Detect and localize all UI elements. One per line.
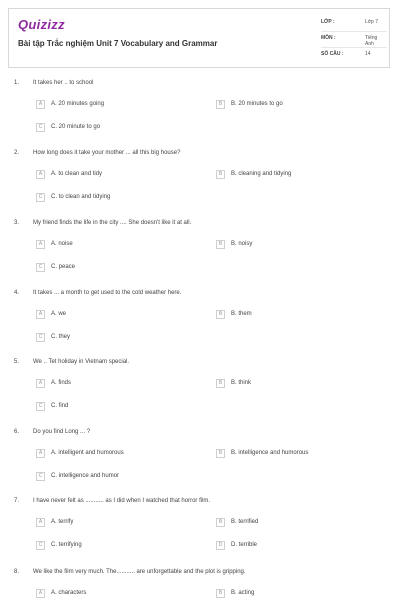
meta-value: 14 xyxy=(365,51,371,57)
option-letter-box: A xyxy=(36,518,45,527)
option-text: A. characters xyxy=(51,590,87,596)
answer-option-d[interactable] xyxy=(216,539,257,551)
answer-option-b[interactable] xyxy=(216,447,308,459)
meta-label: MÔN : xyxy=(321,35,336,41)
option-text: C. intelligence and humor xyxy=(51,473,120,479)
question-number: 2. xyxy=(14,150,20,156)
option-letter-box: B xyxy=(216,170,225,179)
option-letter-box: C xyxy=(36,193,45,202)
option-letter-box: B xyxy=(216,310,225,319)
answer-option-b[interactable] xyxy=(216,516,258,528)
option-text: B. intelligence and humorous xyxy=(231,450,309,456)
answer-option-a[interactable] xyxy=(36,587,86,599)
option-letter-box: B xyxy=(216,379,225,388)
option-text: C. 20 minute to go xyxy=(51,124,101,130)
meta-label: SỐ CÂU : xyxy=(321,51,344,57)
option-text: C. peace xyxy=(51,264,76,270)
answer-option-c[interactable] xyxy=(36,261,75,273)
option-letter-box: C xyxy=(36,263,45,272)
answer-option-c[interactable] xyxy=(36,191,110,203)
answer-option-a[interactable] xyxy=(36,238,73,250)
question-number: 7. xyxy=(14,498,20,504)
question-text: Do you find Long ... ? xyxy=(33,429,91,435)
answer-option-b[interactable] xyxy=(216,98,283,110)
option-letter-box: A xyxy=(36,379,45,388)
option-letter-box: B xyxy=(216,589,225,598)
option-letter-box: A xyxy=(36,449,45,458)
meta-row-subject xyxy=(321,32,387,48)
answer-option-a[interactable] xyxy=(36,168,102,180)
answer-option-c[interactable] xyxy=(36,331,70,343)
answer-option-a[interactable] xyxy=(36,308,66,320)
quizizz-logo: Quizizz xyxy=(18,17,65,32)
option-text: B. 20 minutes to go xyxy=(231,101,283,107)
option-letter-box: B xyxy=(216,100,225,109)
worksheet-header xyxy=(8,8,390,68)
meta-value: Lớp 7 xyxy=(365,19,379,25)
meta-row-grade xyxy=(321,16,387,32)
option-letter-box: B xyxy=(216,240,225,249)
option-text: C. find xyxy=(51,403,69,409)
option-text: C. to clean and tidying xyxy=(51,194,111,200)
answer-option-c[interactable] xyxy=(36,400,68,412)
option-letter-box: A xyxy=(36,589,45,598)
option-letter-box: C xyxy=(36,333,45,342)
answer-option-b[interactable] xyxy=(216,587,254,599)
answer-option-a[interactable] xyxy=(36,447,124,459)
meta-label: LỚP : xyxy=(321,19,335,25)
option-text: A. noise xyxy=(51,241,73,247)
answer-option-a[interactable] xyxy=(36,516,73,528)
question-text: It takes ... a month to get used to the cold weather here. xyxy=(33,290,182,296)
meta-value: Tiếng Anh xyxy=(365,35,378,47)
question-text: We like the film very much. The........... are unforgettable and the plot is gripping. xyxy=(33,569,246,575)
option-letter-box: C xyxy=(36,402,45,411)
option-letter-box: C xyxy=(36,123,45,132)
option-text: B. noisy xyxy=(231,241,253,247)
option-letter-box: B xyxy=(216,449,225,458)
question-number: 6. xyxy=(14,429,20,435)
question-number: 5. xyxy=(14,359,20,365)
answer-option-a[interactable] xyxy=(36,98,104,110)
answer-option-c[interactable] xyxy=(36,539,82,551)
answer-option-b[interactable] xyxy=(216,377,251,389)
option-text: B. cleaning and tidying xyxy=(231,171,292,177)
option-letter-box: A xyxy=(36,100,45,109)
answer-option-b[interactable] xyxy=(216,308,252,320)
option-letter-box: C xyxy=(36,472,45,481)
option-letter-box: A xyxy=(36,170,45,179)
option-letter-box: D xyxy=(216,541,225,550)
question-text: My friend finds the life in the city .... She doesn't like it at all. xyxy=(33,220,192,226)
option-letter-box: C xyxy=(36,541,45,550)
option-letter-box: B xyxy=(216,518,225,527)
option-text: A. terrify xyxy=(51,519,74,525)
question-text: It takes her .. to school xyxy=(33,80,94,86)
answer-option-b[interactable] xyxy=(216,168,291,180)
question-text: I have never felt as ........... as I did when I watched that horror film. xyxy=(33,498,211,504)
question-text: How long does it take your mother ... all this big house? xyxy=(33,150,181,156)
option-text: A. to clean and tidy xyxy=(51,171,103,177)
option-text: B. terrified xyxy=(231,519,259,525)
meta-row-question-count xyxy=(321,48,387,63)
answer-option-a[interactable] xyxy=(36,377,71,389)
answer-option-c[interactable] xyxy=(36,470,119,482)
question-number: 3. xyxy=(14,220,20,226)
question-number: 4. xyxy=(14,290,20,296)
option-letter-box: A xyxy=(36,240,45,249)
option-text: A. 20 minutes going xyxy=(51,101,105,107)
option-text: B. them xyxy=(231,311,252,317)
option-text: D. terrible xyxy=(231,542,258,548)
answer-option-b[interactable] xyxy=(216,238,252,250)
worksheet-meta xyxy=(321,16,387,63)
option-text: B. acting xyxy=(231,590,255,596)
option-text: C. they xyxy=(51,334,71,340)
question-text: We .. Tet holiday in Vietnam special. xyxy=(33,359,130,365)
question-number: 1. xyxy=(14,80,20,86)
option-text: A. finds xyxy=(51,380,72,386)
option-letter-box: A xyxy=(36,310,45,319)
worksheet-title: Bài tập Trắc nghiệm Unit 7 Vocabulary and Grammar xyxy=(18,39,218,48)
question-number: 8. xyxy=(14,569,20,575)
answer-option-c[interactable] xyxy=(36,121,100,133)
option-text: A. we xyxy=(51,311,67,317)
option-text: C. terrifying xyxy=(51,542,82,548)
option-text: B. think xyxy=(231,380,252,386)
option-text: A. intelligent and humorous xyxy=(51,450,124,456)
